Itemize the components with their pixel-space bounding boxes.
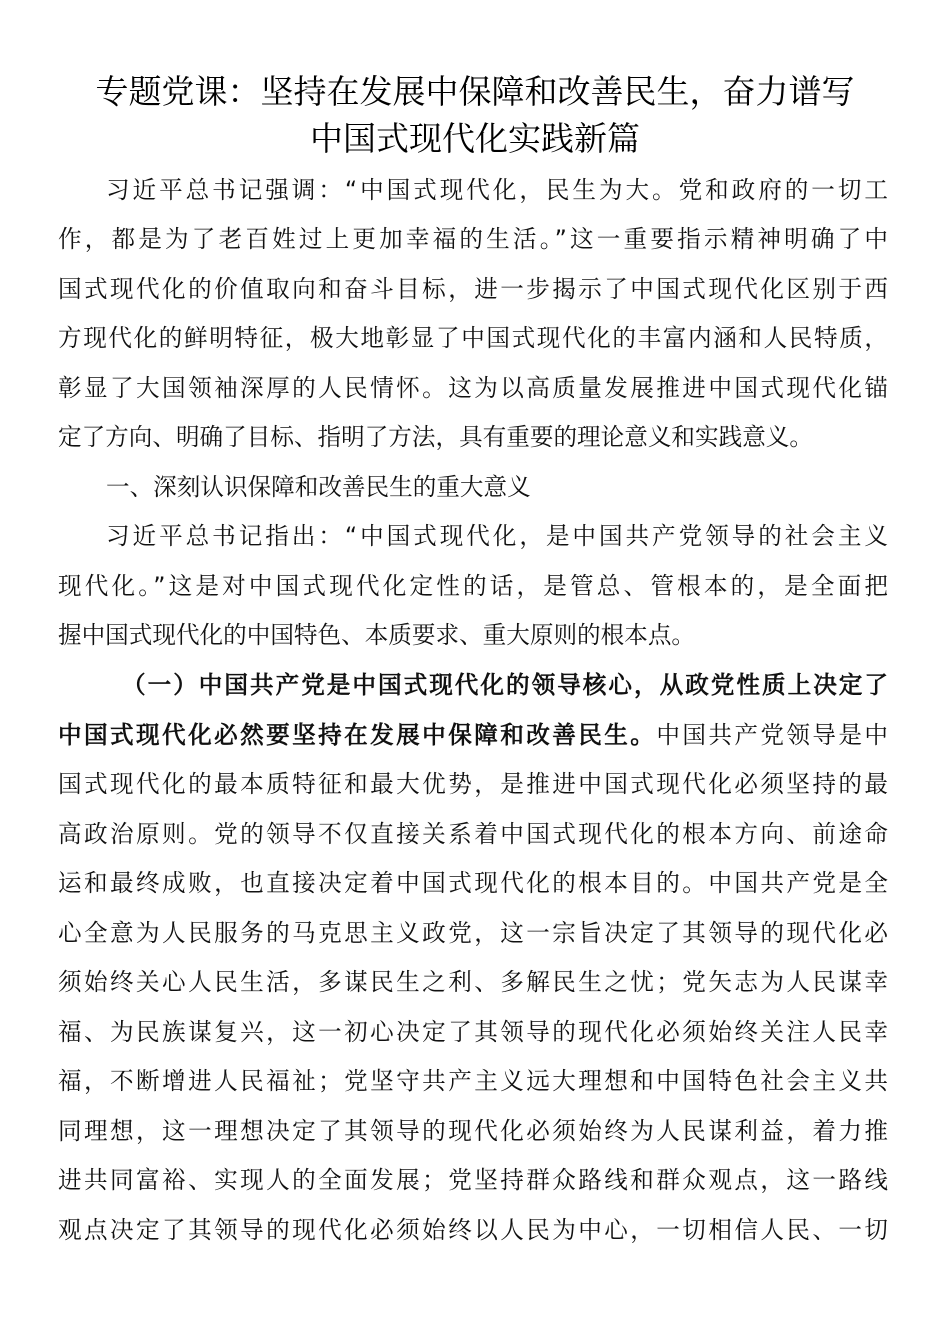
paragraph-3-line-12: 观点决定了其领导的现代化必须始终以人民为中心，一切相信人民、一切: [58, 1216, 888, 1244]
paragraph-1-line-6: 定了方向、明确了目标、指明了方法，具有重要的理论意义和实践意义。: [58, 423, 813, 451]
paragraph-3-line-8: 福、为民族谋复兴，这一初心决定了其领导的现代化必须始终关注人民幸: [58, 1018, 888, 1046]
paragraph-1-line-1: 习近平总书记强调：“中国式现代化，民生为大。党和政府的一切工: [106, 176, 888, 204]
paragraph-3-line-3: 国式现代化的最本质特征和最大优势，是推进中国式现代化必须坚持的最: [58, 770, 888, 798]
subsection-1-heading: （一）中国共产党是中国式现代化的领导核心，从政党性质上决定了: [122, 671, 888, 699]
paragraph-2-line-3: 握中国式现代化的中国特色、本质要求、重大原则的根本点。: [58, 621, 696, 649]
paragraph-3-line-7: 须始终关心人民生活，多谋民生之利、多解民生之忧；党矢志为人民谋幸: [58, 968, 888, 996]
paragraph-3-line-5: 运和最终成败，也直接决定着中国式现代化的根本目的。中国共产党是全: [58, 869, 888, 897]
paragraph-3-line-2: [58, 718, 888, 752]
paragraph-3-line-6: 心全意为人民服务的马克思主义政党，这一宗旨决定了其领导的现代化必: [58, 919, 888, 947]
paragraph-1-line-2: 作，都是为了老百姓过上更加幸福的生活。”这一重要指示精神明确了中: [58, 225, 888, 253]
paragraph-3-line-4: 高政治原则。党的领导不仅直接关系着中国式现代化的根本方向、前途命: [58, 820, 888, 848]
paragraph-3-line-2-text: 中国共产党领导是中: [656, 721, 889, 749]
document-title-line-2: 中国式现代化实践新篇: [310, 119, 640, 158]
paragraph-2-line-1: 习近平总书记指出：“中国式现代化，是中国共产党领导的社会主义: [106, 522, 888, 550]
paragraph-3-line-11: 进共同富裕、实现人的全面发展；党坚持群众路线和群众观点，这一路线: [58, 1166, 888, 1194]
paragraph-3-line-10: 同理想，这一理想决定了其领导的现代化必须始终为人民谋利益，着力推: [58, 1117, 888, 1145]
document-title-line-1: 专题党课：坚持在发展中保障和改善民生，奋力谱写: [95, 72, 855, 111]
paragraph-3-line-9: 福，不断增进人民福祉；党坚守共产主义远大理想和中国特色社会主义共: [58, 1067, 888, 1095]
paragraph-1-line-5: 彰显了大国领袖深厚的人民情怀。这为以高质量发展推进中国式现代化锚: [58, 374, 888, 402]
section-1-heading: 一、深刻认识保障和改善民生的重大意义: [106, 473, 531, 501]
subsection-1-heading-continued: 中国式现代化必然要坚持在发展中保障和改善民生。: [58, 721, 657, 749]
paragraph-1-line-3: 国式现代化的价值取向和奋斗目标，进一步揭示了中国式现代化区别于西: [58, 275, 888, 303]
paragraph-2-line-2: 现代化。”这是对中国式现代化定性的话，是管总、管根本的，是全面把: [58, 572, 888, 600]
paragraph-1-line-4: 方现代化的鲜明特征，极大地彰显了中国式现代化的丰富内涵和人民特质，: [58, 324, 888, 352]
